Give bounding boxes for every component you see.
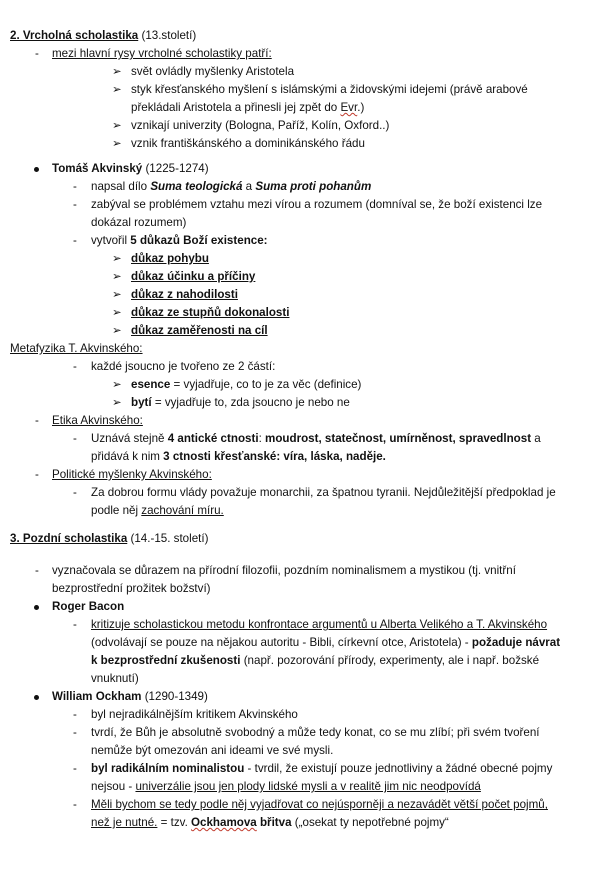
section-3-period: (14.-15. století) [127,532,209,545]
section-3-heading [10,530,208,548]
aquinas-proofs-intro [91,232,268,250]
section-2-period: (13.století) [138,29,197,42]
politics-text: podle něj [91,504,142,517]
arrow-marker: ➢ [112,119,122,132]
bullet-dot [34,167,39,172]
arrow-marker: ➢ [112,65,122,78]
bacon-line-3 [91,652,539,670]
dash-marker: - [73,198,77,211]
ockham-razor-name: Ockhamova [191,816,257,829]
proof-1: důkaz pohybu [131,252,209,265]
ockham-razor: břitva [256,816,292,829]
ockham-name: William Ockham [52,690,142,703]
bacon-name: Roger Bacon [52,600,125,613]
ockham-point-3-line-2 [91,778,481,796]
ockham-point-4-line-2 [91,814,449,832]
arrow-marker: ➢ [112,324,122,337]
section-2-title: 2. Vrcholná scholastika [10,29,139,42]
section-3-title: 3. Pozdní scholastika [10,532,128,545]
byti-term: bytí [131,396,152,409]
dash-marker: - [73,708,77,721]
ockham-necessary: než je nutné. [91,816,158,829]
arrow-marker: ➢ [112,378,122,391]
ethics-virtues: moudrost, statečnost, umírněnost, spravedlnost [265,432,532,445]
dash-marker: - [35,468,39,481]
section-2-heading [10,27,196,45]
ockham-point-2-line-2: nemůže být omezován ani ideami ve své mysli. [91,744,334,757]
s2-feature-2: styk křesťanského myšlení s islámskými a židovskými idejemi (právě arabové [131,83,528,96]
s2-feature-2-text: překládali Aristotela a přinesli jej zpět do [131,101,341,114]
metaphysics-title: Metafyzika T. Akvinského: [10,342,143,355]
ethics-and: a [531,432,541,445]
dash-marker: - [73,234,77,247]
s2-feature-2-evr: Evr [340,101,358,114]
ethics-colon: : [258,432,266,445]
byti-text: = vyjadřuje to, zda jsoucno je nebo ne [151,396,350,409]
aquinas-years: (1225-1274) [142,162,209,175]
ethics-line-1 [91,430,541,448]
arrow-marker: ➢ [112,288,122,301]
bacon-line-1: kritizuje scholastickou metodu konfrontace argumentů u Alberta Velikého a T. Akvinského [91,618,548,631]
dash-marker: - [73,726,77,739]
politics-peace: zachování míru. [141,504,224,517]
ockham-point-3-line-1 [91,760,552,778]
dash-marker: - [73,762,77,775]
arrow-marker: ➢ [112,137,122,150]
bacon-examples: (např. pozorování přírody, experimenty, ale i např. božské [240,654,540,667]
bacon-authority: (odvolávají se pouze na nějakou autoritu - Bibli, církevní otce, Aristotela) - [91,636,472,649]
arrow-marker: ➢ [112,396,122,409]
bacon-line-2 [91,634,560,652]
proof-3: důkaz z nahodilosti [131,288,238,301]
aquinas-problem-2: dokázal rozumem) [91,216,187,229]
ockham-point-4-line-1: Měli bychom se tedy podle něj vyjadřovat co nejúsporněji a nezavádět větší počet pojmů, [91,798,548,811]
arrow-marker: ➢ [112,83,122,96]
arrow-marker: ➢ [112,306,122,319]
bullet-dot [34,605,39,610]
s2-feature-2-cont [131,99,364,117]
esence-term: esence [131,378,171,391]
ockham-nejsou: nejsou - [91,780,136,793]
s2-feature-1: svět ovládly myšlenky Aristotela [131,65,295,78]
aquinas-and: a [242,180,256,193]
dash-marker: - [73,798,77,811]
dash-marker: - [35,414,39,427]
aquinas-problem-1: zabýval se problémem vztahu mezi vírou a rozumem (domníval se, že boží existenci lze [91,198,543,211]
ockham-heading [52,688,208,706]
bacon-line-4: vnuknutí) [91,672,139,685]
s3-intro-1: vyznačovala se důrazem na přírodní filozofii, pozdním nominalismem a mystikou (tj. vnitřní [52,564,516,577]
arrow-marker: ➢ [112,252,122,265]
dash-marker: - [73,432,77,445]
ockham-tzv: = tzv. [157,816,192,829]
ockham-years: (1290-1349) [141,690,208,703]
dash-marker: - [73,360,77,373]
metaphysics-byti [131,394,350,412]
aquinas-five-proofs: 5 důkazů Boží existence: [130,234,268,247]
s3-intro-2: bezprostřední prožitek božství) [52,582,211,595]
aquinas-works [91,178,371,196]
ethics-title: Etika Akvinského: [52,414,143,427]
ethics-antique: 4 antické ctnosti [167,432,259,445]
ockham-nominalist-text: - tvrdil, že existují pouze jednotliviny a žádné obecné pojmy [244,762,553,775]
s2-feature-4: vznik františkánského a dominikánského řádu [131,137,365,150]
proof-2: důkaz účinku a příčiny [131,270,256,283]
arrow-marker: ➢ [112,270,122,283]
ockham-point-1: byl nejradikálnějším kritikem Akvinského [91,708,298,721]
ethics-christian: 3 ctnosti křesťanské: víra, láska, naděje. [163,450,386,463]
metaphysics-line: každé jsoucno je tvořeno ze 2 částí: [91,360,276,373]
ockham-nominalist: byl radikálním nominalistou [91,762,245,775]
politics-line-2 [91,502,224,520]
ockham-universals: univerzálie jsou jen plody lidské mysli a v realitě jim nic neodpovídá [135,780,481,793]
proof-4: důkaz ze stupňů dokonalosti [131,306,290,319]
politics-title: Politické myšlenky Akvinského: [52,468,212,481]
ockham-razor-quote: („osekat ty nepotřebné pojmy“ [291,816,449,829]
ethics-line-2 [91,448,386,466]
proof-5: důkaz zaměřenosti na cíl [131,324,268,337]
dash-marker: - [73,618,77,631]
ethics-adds: přidává k nim [91,450,164,463]
esence-text: = vyjadřuje, co to je za věc (definice) [170,378,362,391]
dash-marker: - [73,486,77,499]
s2-feature-2-end: .) [357,101,365,114]
dash-marker: - [35,564,39,577]
metaphysics-esence [131,376,361,394]
dash-marker: - [73,180,77,193]
ockham-point-2-line-1: tvrdí, že Bůh je absolutně svobodný a může tedy konat, co se mu zlíbí; při svém tvoření [91,726,540,739]
aquinas-created: vytvořil [91,234,131,247]
bacon-demands: požaduje návrat [471,636,561,649]
bacon-experience: k bezprostřední zkušenosti [91,654,241,667]
ethics-text: Uznává stejně [91,432,168,445]
aquinas-work-2: Suma proti pohanům [255,180,372,193]
aquinas-name: Tomáš Akvinský [52,162,143,175]
dash-marker: - [35,47,39,60]
bullet-dot [34,695,39,700]
aquinas-heading [52,160,209,178]
aquinas-work-1: Suma teologická [150,180,243,193]
politics-line-1: Za dobrou formu vlády považuje monarchii, za špatnou tyranii. Nejdůležitější předpoklad je [91,486,556,499]
s2-feature-3: vznikají univerzity (Bologna, Paříž, Kolín, Oxford..) [131,119,390,132]
s2-intro: mezi hlavní rysy vrcholné scholastiky patří: [52,47,272,60]
aquinas-wrote: napsal dílo [91,180,151,193]
